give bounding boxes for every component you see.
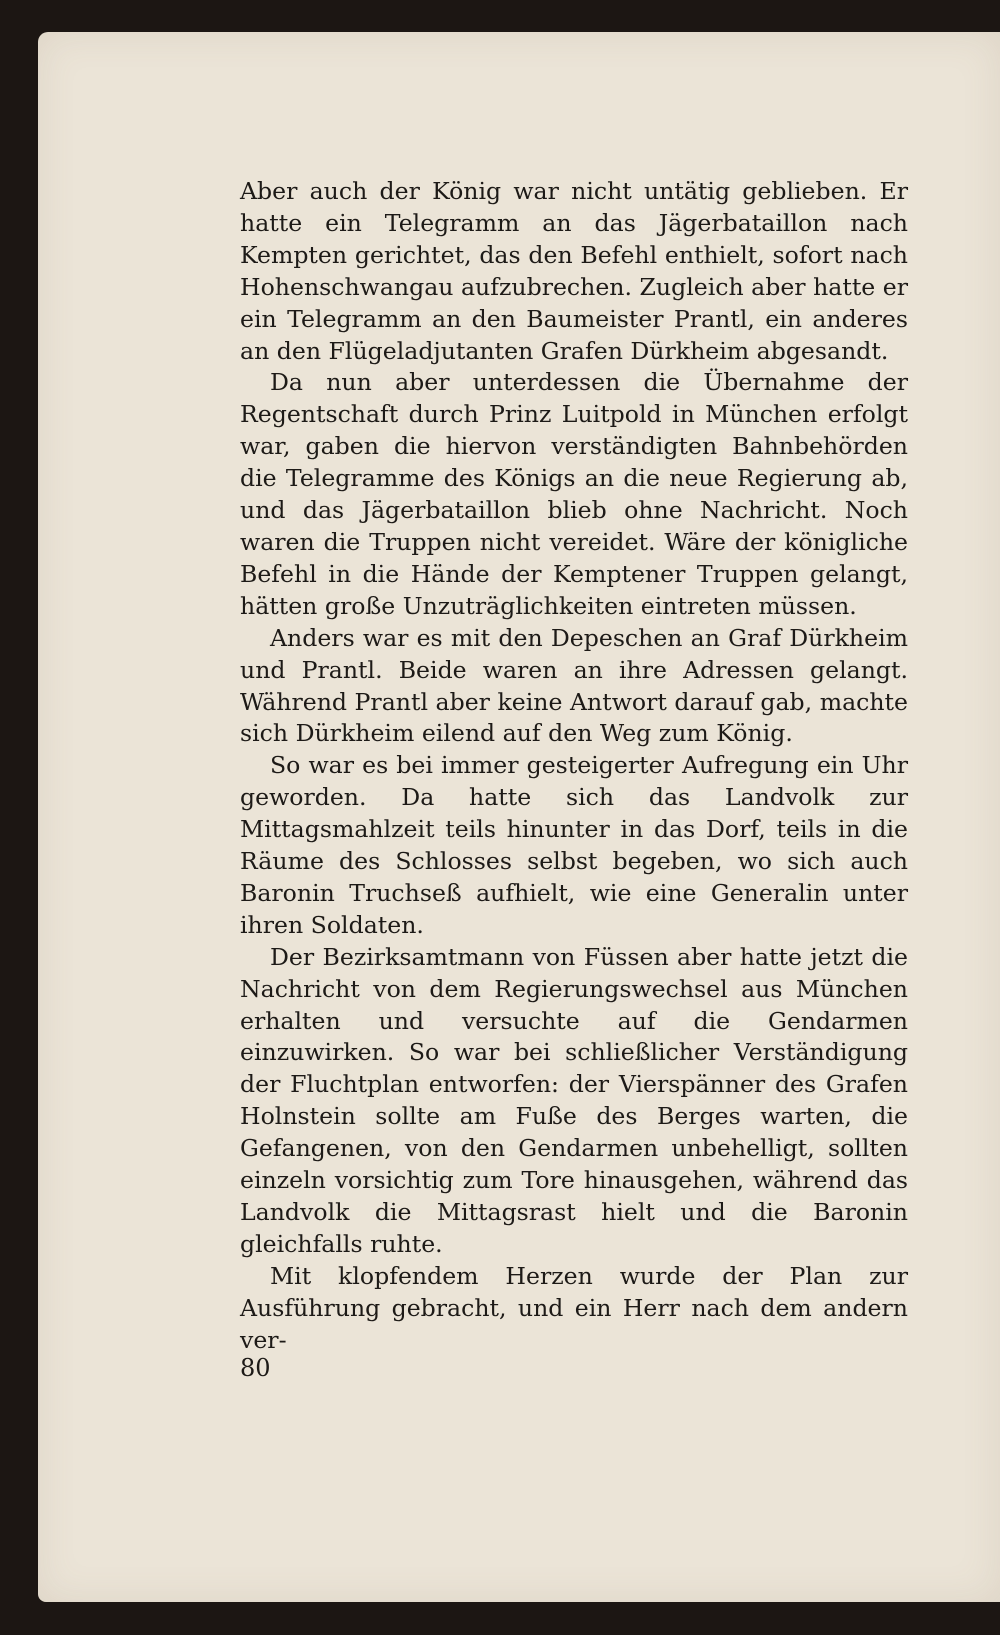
body-text — [240, 176, 908, 1357]
paragraph: Der Bezirksamtmann von Füssen aber hatte jetzt die Nachricht von dem Regierungswechsel aus München erhalten und versuchte auf die Gendarmen einzuwirken. So war bei schließlicher Verständigung der Fluchtplan entworfen: der Vierspänner des Grafen Holnstein sollte am Fuße des Berges warten, die Gefangenen, von den Gendarmen unbehelligt, sollten einzeln vorsichtig zum Tore hinausgehen, während das Landvolk die Mittagsrast hielt und die Baronin gleichfalls ruhte. — [240, 942, 908, 1258]
paragraph: Da nun aber unterdessen die Übernahme der Regentschaft durch Prinz Luitpold in München erfolgt war, gaben die hiervon verständigten Bahnbehörden die Telegramme des Königs an die neue Regierung ab, und das Jägerbataillon blieb ohne Nachricht. Noch waren die Truppen nicht vereidet. Wäre der königliche Befehl in die Hände der Kemptener Truppen gelangt, hätten große Unzuträglichkeiten eintreten müssen. — [240, 368, 908, 620]
page-number: 80 — [240, 1354, 271, 1382]
paragraph: Anders war es mit den Depeschen an Graf Dürkheim und Prantl. Beide waren an ihre Adressen gelangt. Während Prantl aber keine Antwort darauf gab, machte sich Dürkheim eilend auf den Weg zum König. — [240, 623, 908, 748]
paragraph: So war es bei immer gesteigerter Aufregung ein Uhr geworden. Da hatte sich das Landvolk zur Mittagsmahlzeit teils hinunter in das Dorf, teils in die Räume des Schlosses selbst begeben, wo sich auch Baronin Truchseß aufhielt, wie eine Generalin unter ihren Soldaten. — [240, 751, 908, 939]
paragraph: Aber auch der König war nicht untätig geblieben. Er hatte ein Telegramm an das Jägerbataillon nach Kempten gerichtet, das den Befehl enthielt, sofort nach Hohenschwangau aufzubrechen. Zugleich aber hatte er ein Telegramm an den Baumeister Prantl, ein anderes an den Flügeladjutanten Grafen Dürkheim abgesandt. — [240, 177, 908, 365]
paragraph: Mit klopfendem Herzen wurde der Plan zur Ausführung gebracht, und ein Herr nach dem andern ver- — [240, 1261, 908, 1354]
